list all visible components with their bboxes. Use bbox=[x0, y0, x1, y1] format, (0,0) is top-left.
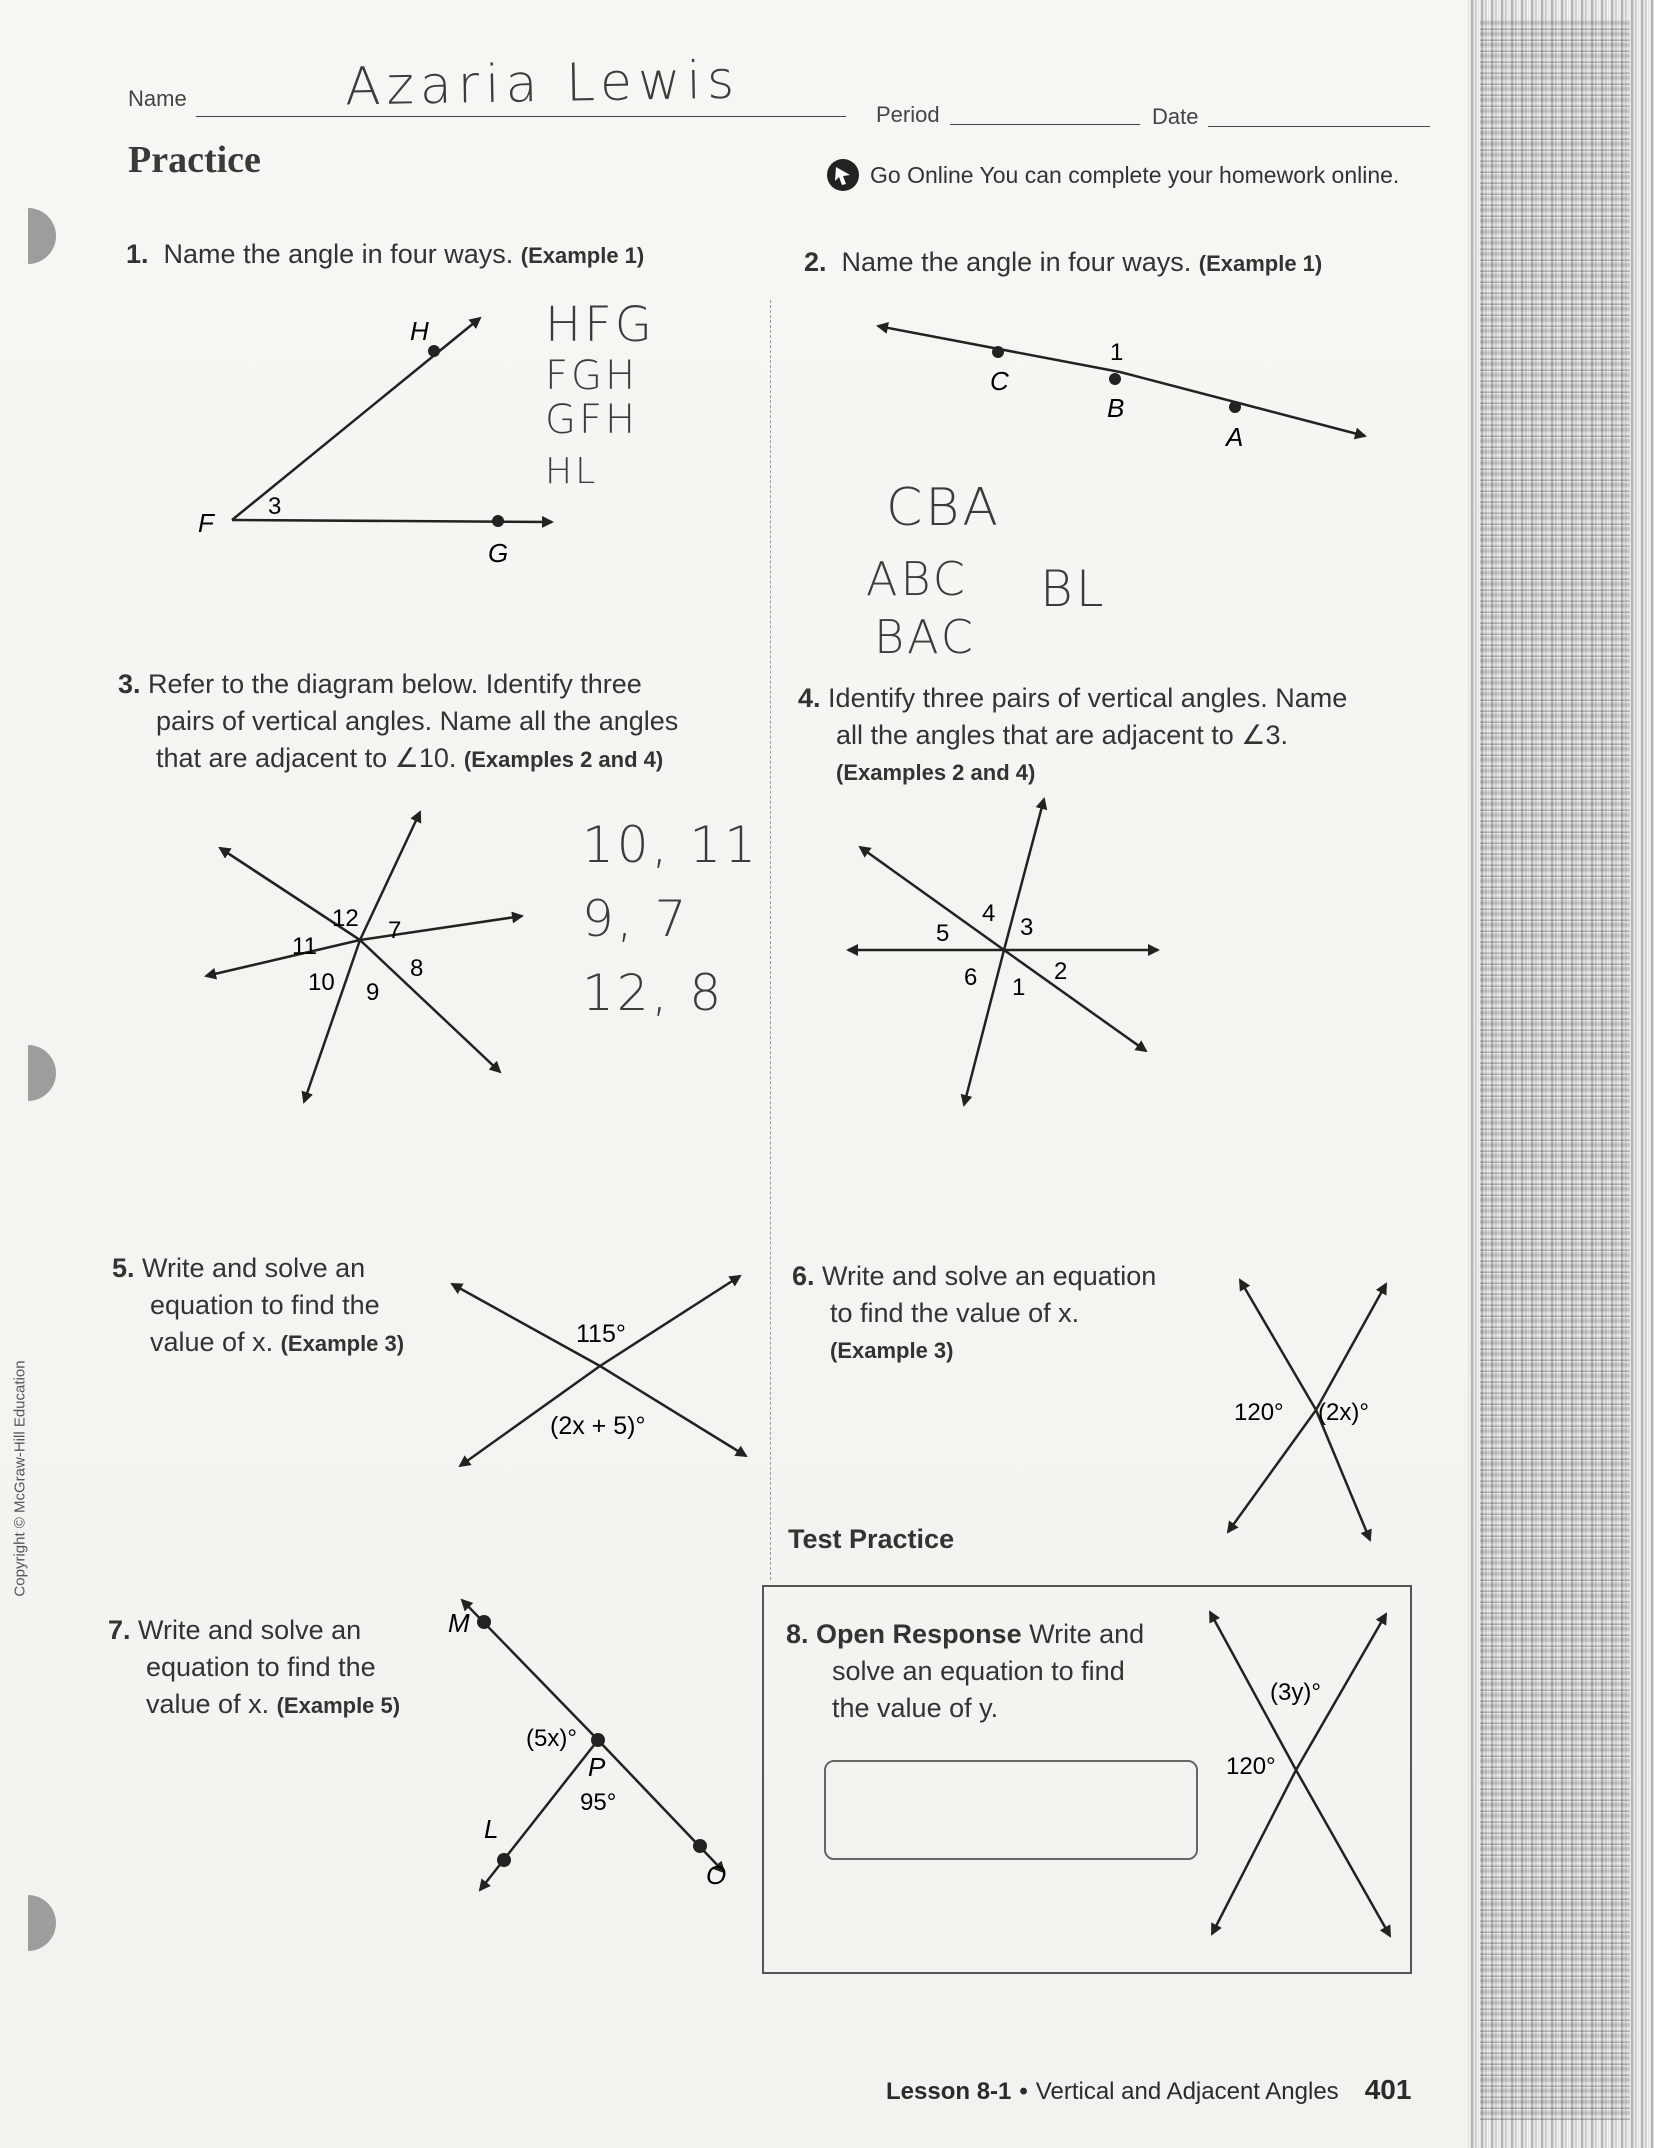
line-c-right bbox=[360, 916, 522, 940]
question-8-line-2: solve an equation to find bbox=[832, 1656, 1125, 1686]
page-number: 401 bbox=[1364, 2074, 1412, 2105]
question-7-line-3: value of x. bbox=[146, 1689, 270, 1719]
q7-angle-diagram bbox=[440, 1590, 750, 1900]
label-120: 120° bbox=[1226, 1753, 1276, 1780]
question-3 bbox=[118, 666, 678, 778]
label-11: 11 bbox=[292, 933, 317, 960]
label-2: 2 bbox=[1054, 958, 1068, 985]
test-practice-heading: Test Practice bbox=[788, 1524, 955, 1554]
question-1-number: 1. bbox=[126, 239, 149, 269]
q2-answer-2: ABC bbox=[866, 552, 968, 606]
question-8-type: Open Response bbox=[816, 1619, 1022, 1649]
label-p: P bbox=[588, 1752, 606, 1782]
date-line[interactable] bbox=[1208, 126, 1430, 127]
label-6: 6 bbox=[964, 964, 978, 991]
question-4 bbox=[798, 680, 1347, 791]
go-online-text: Go Online You can complete your homework online. bbox=[870, 161, 1400, 188]
question-5-line-1: Write and solve an bbox=[142, 1253, 366, 1283]
question-3-line-3: that are adjacent to ∠10. bbox=[156, 743, 457, 773]
q1-answer-1: HFG bbox=[545, 297, 655, 353]
question-4-example: (Examples 2 and 4) bbox=[836, 760, 1036, 785]
label-115: 115° bbox=[576, 1320, 626, 1348]
question-7-number: 7. bbox=[108, 1615, 131, 1645]
line-a-down-right bbox=[360, 940, 500, 1072]
point-l bbox=[497, 1853, 511, 1867]
question-6-example: (Example 3) bbox=[830, 1338, 954, 1363]
label-8: 8 bbox=[410, 955, 424, 982]
question-4-line-2: all the angles that are adjacent to ∠3. bbox=[836, 720, 1288, 750]
label-5x: (5x)° bbox=[526, 1725, 577, 1752]
question-7-line-1: Write and solve an bbox=[138, 1615, 362, 1645]
page-footer bbox=[886, 2074, 1411, 2106]
line-b-down bbox=[1228, 1410, 1316, 1532]
question-8-number: 8. bbox=[786, 1619, 809, 1649]
name-line[interactable] bbox=[196, 116, 846, 117]
point-b bbox=[1109, 373, 1121, 385]
question-7-line-2: equation to find the bbox=[146, 1652, 376, 1682]
label-5: 5 bbox=[936, 920, 950, 947]
page-title: Practice bbox=[128, 139, 261, 181]
question-3-line-2: pairs of vertical angles. Name all the angles bbox=[156, 706, 679, 736]
line-c-left bbox=[206, 940, 360, 976]
question-6 bbox=[792, 1258, 1156, 1369]
question-3-number: 3. bbox=[118, 669, 141, 699]
column-divider bbox=[770, 300, 771, 1580]
label-2x-plus-5: (2x + 5)° bbox=[550, 1412, 646, 1440]
question-2-number: 2. bbox=[804, 247, 827, 277]
date-label: Date bbox=[1152, 104, 1199, 129]
point-m bbox=[477, 1615, 491, 1629]
question-5-line-3: value of x. bbox=[150, 1327, 274, 1357]
question-1 bbox=[126, 236, 644, 274]
point-p bbox=[591, 1733, 605, 1747]
question-7 bbox=[108, 1612, 400, 1724]
label-3y: (3y)° bbox=[1270, 1679, 1321, 1706]
q4-intersecting-lines-diagram bbox=[840, 795, 1180, 1115]
q3-answer-1: 10, 11 bbox=[582, 816, 760, 874]
point-a bbox=[1229, 401, 1241, 413]
period-label: Period bbox=[876, 102, 940, 127]
line-a-up-left bbox=[860, 847, 1004, 950]
line-b-down bbox=[1212, 1770, 1296, 1934]
label-c: C bbox=[990, 366, 1009, 396]
book-page-edges-shading bbox=[1480, 20, 1630, 2120]
label-angle-3: 3 bbox=[268, 493, 282, 520]
q5-vertical-angles-diagram bbox=[440, 1260, 760, 1480]
line-a-down bbox=[1316, 1410, 1370, 1540]
name-label: Name bbox=[128, 86, 187, 111]
label-4: 4 bbox=[982, 900, 996, 927]
label-3: 3 bbox=[1020, 914, 1034, 941]
line-a-down bbox=[1296, 1770, 1390, 1936]
point-o bbox=[693, 1839, 707, 1853]
q1-handwritten-answers bbox=[545, 296, 655, 502]
label-o: O bbox=[706, 1860, 727, 1890]
q8-answer-box[interactable] bbox=[824, 1760, 1198, 1860]
question-8-line-3: the value of y. bbox=[832, 1693, 999, 1723]
footer-lesson: Lesson 8-1 bbox=[886, 2078, 1012, 2105]
question-7-example: (Example 5) bbox=[276, 1693, 401, 1718]
q2-answer-3: BAC bbox=[874, 610, 976, 664]
footer-topic: Vertical and Adjacent Angles bbox=[1035, 2078, 1339, 2105]
period-line[interactable] bbox=[950, 124, 1140, 125]
q1-answer-3: GFH bbox=[545, 397, 639, 443]
label-2x: (2x)° bbox=[1318, 1399, 1369, 1426]
student-name: Azaria Lewis bbox=[344, 50, 741, 118]
question-2-example: (Example 1) bbox=[1198, 251, 1323, 276]
go-online-icon bbox=[826, 158, 860, 192]
q3-handwritten-answers bbox=[582, 808, 759, 1030]
label-g: G bbox=[488, 538, 509, 568]
question-4-number: 4. bbox=[798, 683, 821, 713]
ray-po bbox=[598, 1740, 724, 1872]
line-b-down bbox=[304, 940, 360, 1102]
ray-fh bbox=[232, 318, 480, 520]
label-a: A bbox=[1226, 422, 1244, 452]
label-1: 1 bbox=[1110, 339, 1124, 366]
question-1-text: Name the angle in four ways. bbox=[163, 239, 514, 269]
label-10: 10 bbox=[308, 969, 335, 996]
q2-answer-1: CBA bbox=[886, 478, 1001, 538]
question-4-line-1: Identify three pairs of vertical angles. Name bbox=[828, 683, 1348, 713]
question-5-number: 5. bbox=[112, 1253, 135, 1283]
question-6-line-1: Write and solve an equation bbox=[822, 1261, 1157, 1291]
q1-answer-2: FGH bbox=[545, 353, 639, 399]
label-b: B bbox=[1107, 393, 1125, 423]
q8-vertical-angles-diagram bbox=[1200, 1600, 1400, 1950]
q2-line-diagram bbox=[860, 310, 1380, 460]
label-h: H bbox=[410, 316, 429, 346]
label-f: F bbox=[198, 508, 214, 538]
label-95: 95° bbox=[580, 1789, 617, 1816]
question-8 bbox=[786, 1616, 1144, 1727]
question-2-text: Name the angle in four ways. bbox=[841, 247, 1192, 277]
question-5-example: (Example 3) bbox=[280, 1331, 405, 1356]
point-h bbox=[428, 345, 440, 357]
question-8-line-1: Write and bbox=[1029, 1619, 1145, 1649]
copyright-notice: Copyright © McGraw-Hill Education bbox=[11, 1360, 29, 1597]
q6-vertical-angles-diagram bbox=[1210, 1270, 1410, 1550]
point-c bbox=[992, 346, 1004, 358]
label-m: M bbox=[448, 1608, 470, 1638]
line-a-up bbox=[1240, 1280, 1316, 1410]
go-online-note[interactable] bbox=[826, 158, 1399, 192]
question-5-line-2: equation to find the bbox=[150, 1290, 380, 1320]
label-7: 7 bbox=[388, 917, 402, 944]
label-l: L bbox=[484, 1814, 499, 1844]
line-a-right bbox=[600, 1366, 746, 1456]
question-6-line-2: to find the value of x. bbox=[830, 1298, 1080, 1328]
question-5 bbox=[112, 1250, 404, 1362]
q2-answer-4: BL bbox=[1040, 560, 1107, 618]
question-6-number: 6. bbox=[792, 1261, 815, 1291]
label-1: 1 bbox=[1012, 974, 1026, 1001]
label-9: 9 bbox=[366, 979, 380, 1006]
label-120: 120° bbox=[1234, 1399, 1284, 1426]
q1-answer-4: HL bbox=[545, 451, 599, 492]
q3-intersecting-lines-diagram bbox=[190, 790, 550, 1120]
point-g bbox=[492, 515, 504, 527]
question-2 bbox=[804, 244, 1322, 282]
q3-answer-3: 12, 8 bbox=[582, 964, 725, 1022]
q3-answer-2: 9, 7 bbox=[582, 890, 690, 948]
question-3-line-1: Refer to the diagram below. Identify three bbox=[148, 669, 642, 699]
q1-angle-diagram bbox=[180, 300, 580, 580]
footer-bullet: • bbox=[1019, 2078, 1028, 2105]
question-1-example: (Example 1) bbox=[520, 243, 645, 268]
line-b-up bbox=[1316, 1284, 1386, 1410]
question-3-example: (Examples 2 and 4) bbox=[463, 747, 664, 772]
label-12: 12 bbox=[332, 905, 359, 932]
